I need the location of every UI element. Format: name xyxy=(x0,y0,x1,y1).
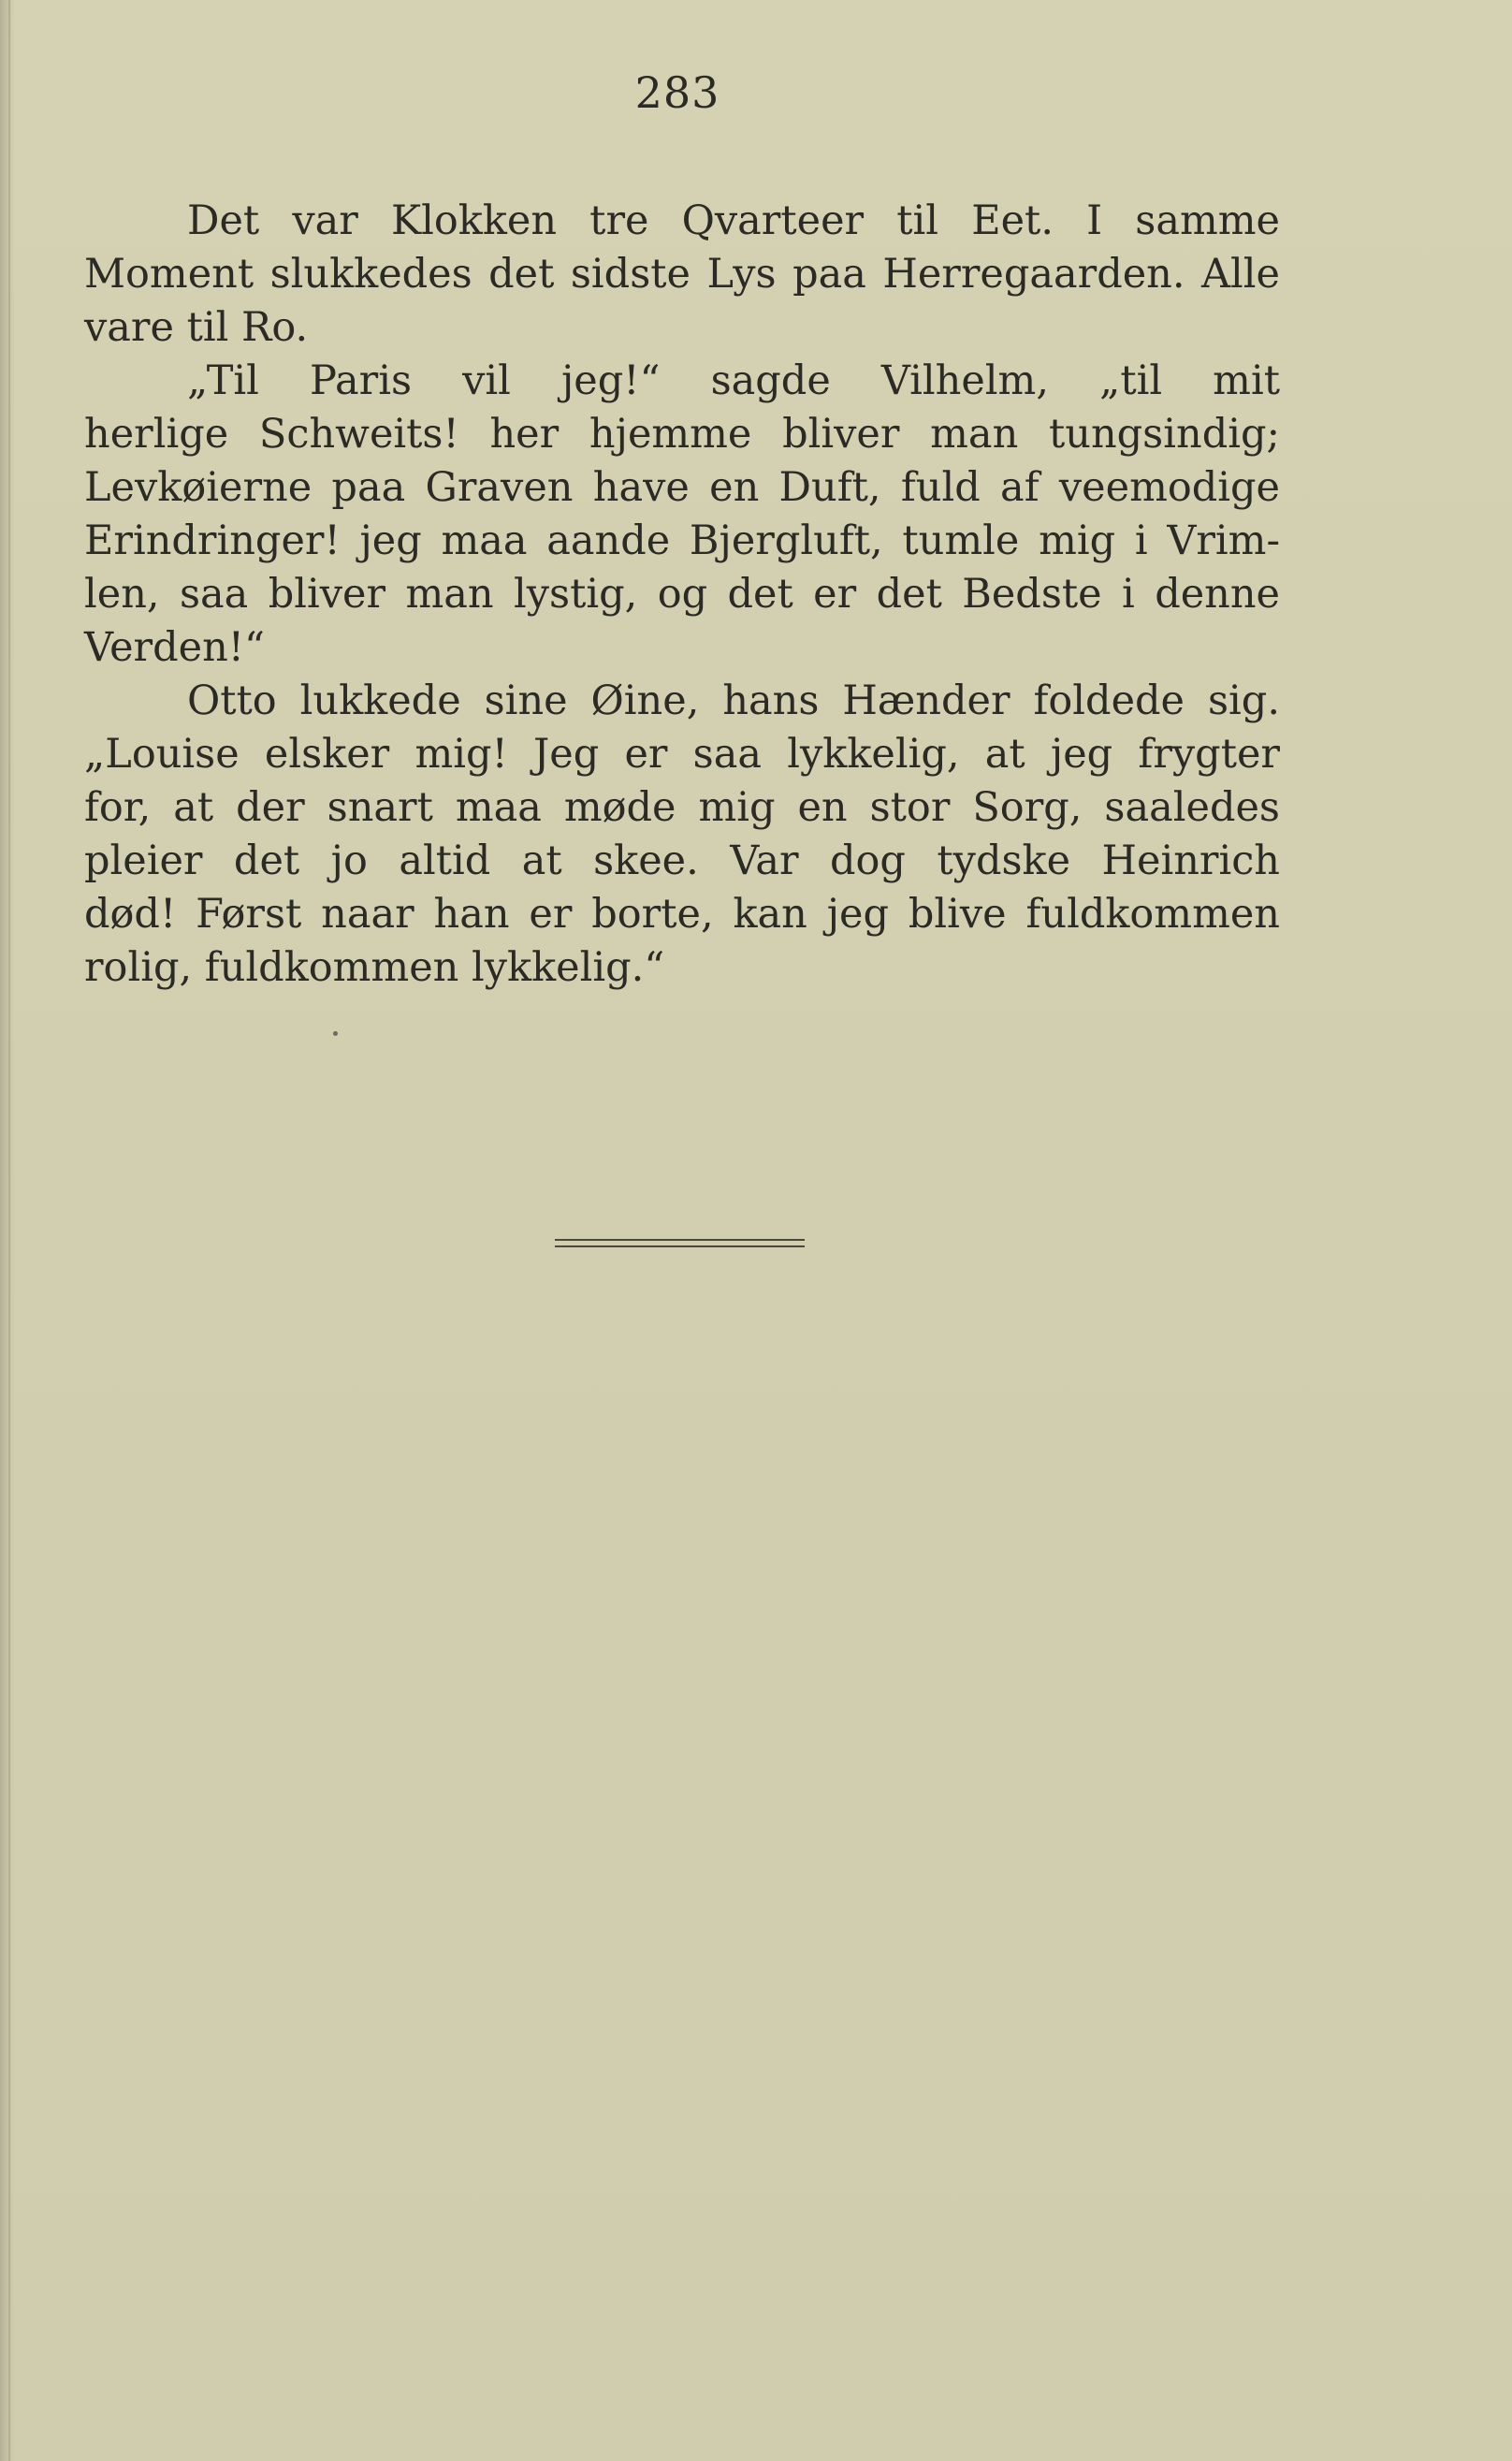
text-line: herlige Schweits! her hjemme bliver man tungsindig; xyxy=(84,411,1280,458)
page-binding-shadow xyxy=(0,0,15,2461)
page-edge-line xyxy=(8,0,10,2461)
text-line: Moment slukkedes det sidste Lys paa Herregaarden. Alle xyxy=(84,251,1280,298)
text-line: død! Først naar han er borte, kan jeg blive fuldkommen xyxy=(84,891,1280,938)
text-line: rolig, fuldkommen lykkelig.“ xyxy=(84,944,665,991)
text-line: Det var Klokken tre Qvarteer til Eet. I samme xyxy=(187,197,1280,244)
text-line: for, at der snart maa møde mig en stor Sorg, saaledes xyxy=(84,784,1280,831)
section-divider-rule xyxy=(555,1245,805,1247)
text-line: „Til Paris vil jeg!“ sagde Vilhelm, „til mit xyxy=(187,357,1280,404)
text-line: Levkøierne paa Graven have en Duft, fuld af veemodige xyxy=(84,464,1280,511)
page-number: 283 xyxy=(634,67,720,118)
text-line: „Louise elsker mig! Jeg er saa lykkelig, at jeg frygter xyxy=(84,731,1280,778)
text-line: Otto lukkede sine Øine, hans Hænder foldede sig. xyxy=(187,677,1280,724)
section-divider-rule xyxy=(555,1239,805,1241)
text-line: len, saa bliver man lystig, og det er det Bedste i denne xyxy=(84,571,1280,618)
text-line: Erindringer! jeg maa aande Bjergluft, tumle mig i Vrim- xyxy=(84,517,1280,564)
text-line: vare til Ro. xyxy=(84,304,309,351)
text-line: pleier det jo altid at skee. Var dog tydske Heinrich xyxy=(84,837,1280,884)
text-line: Verden!“ xyxy=(84,624,266,671)
body-text xyxy=(84,195,1280,995)
ink-speck xyxy=(333,1031,338,1036)
